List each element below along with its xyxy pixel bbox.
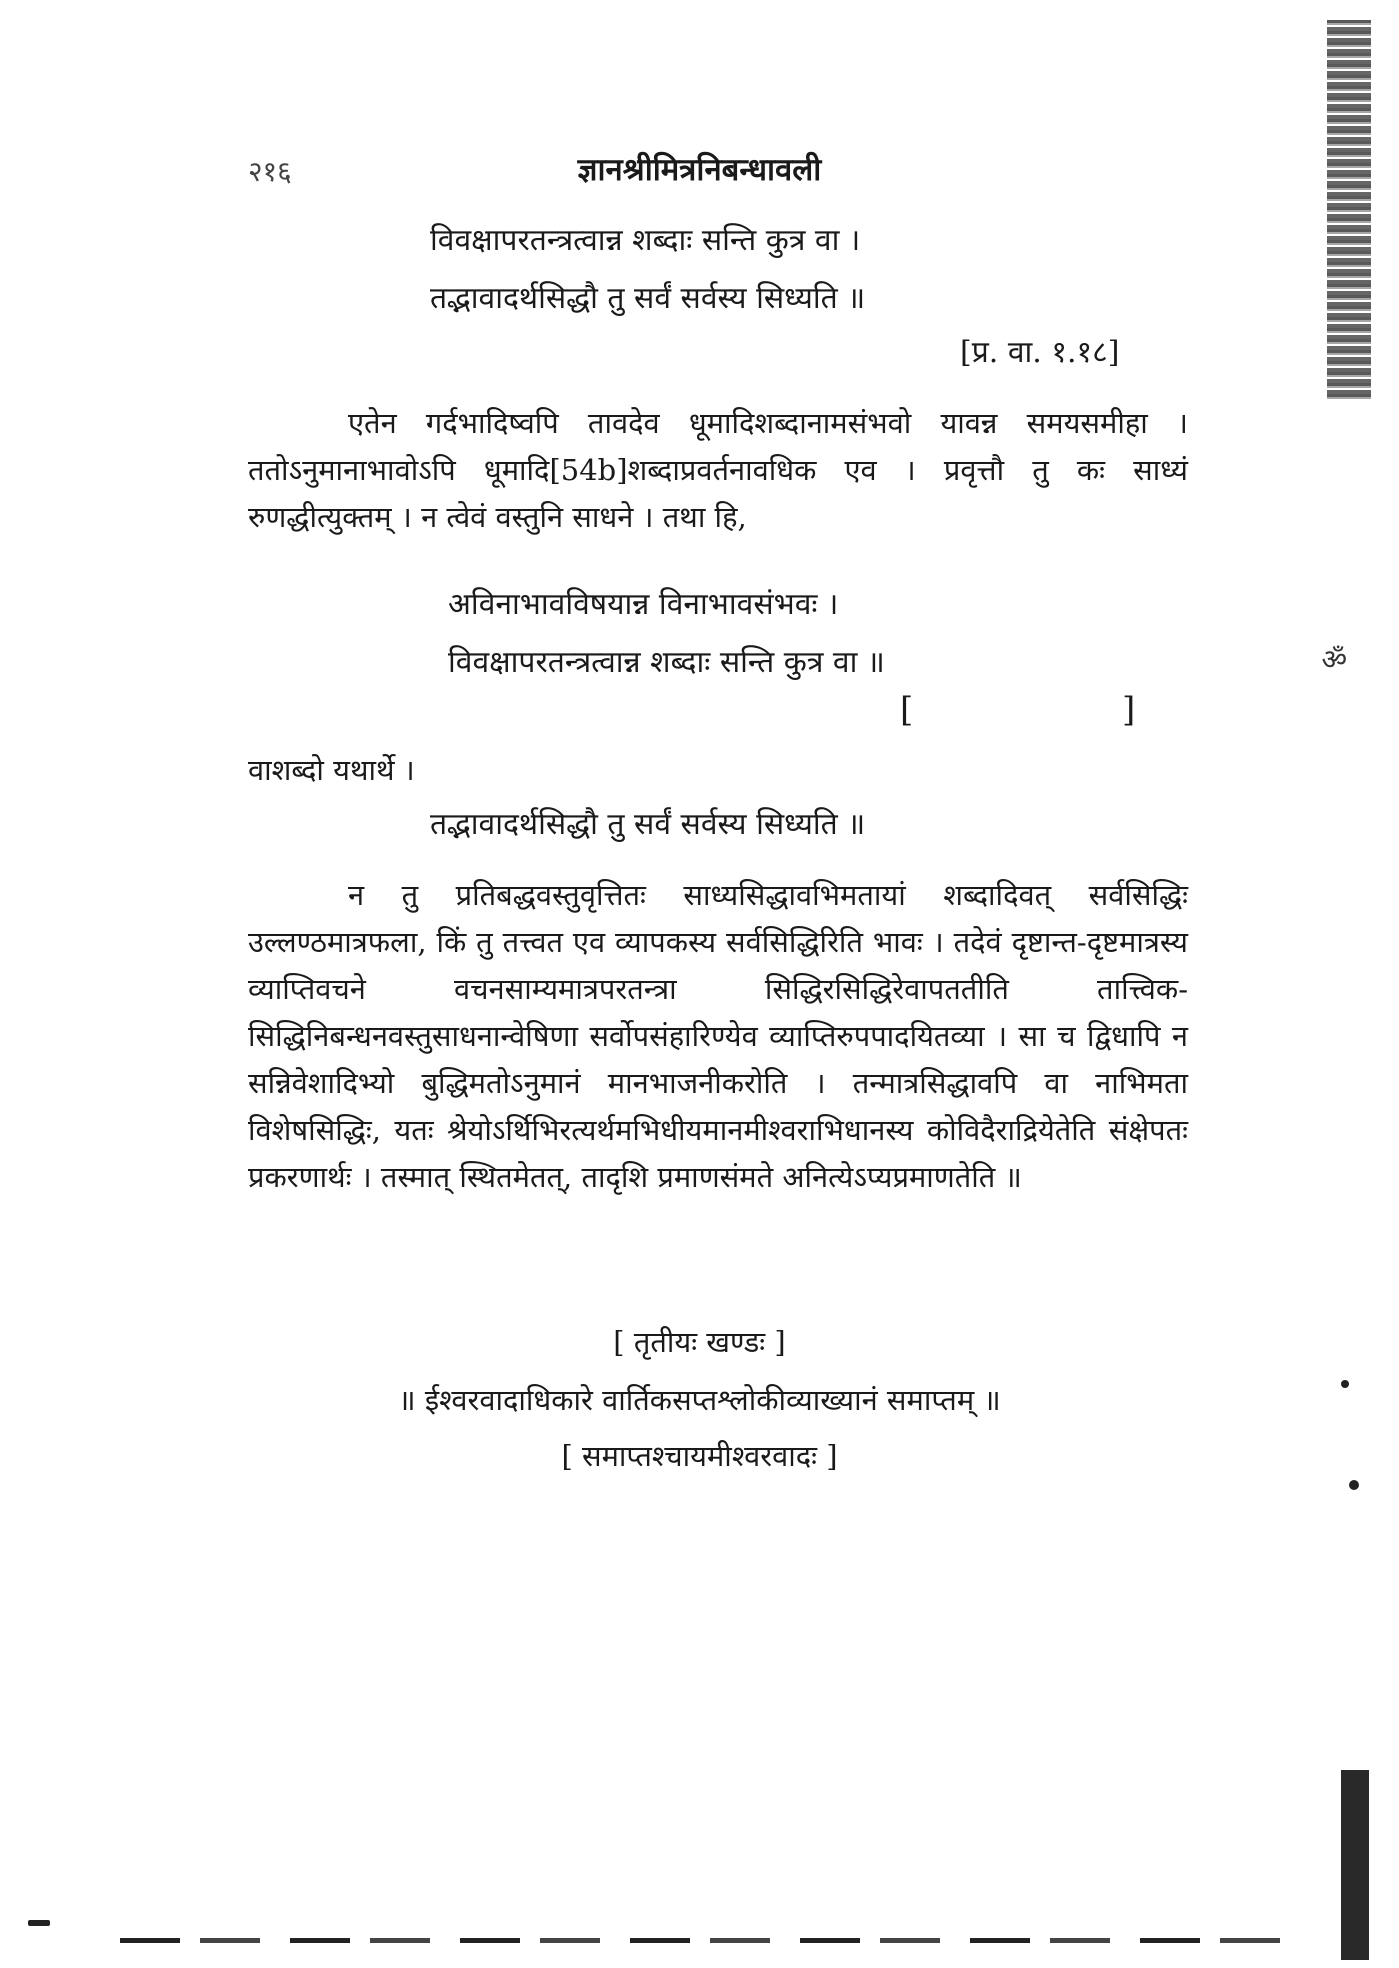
scan-speck — [28, 1920, 50, 1926]
paragraph-1-text: एतेन गर्दभादिष्वपि तावदेव धूमादिशब्दानामसंभवो यावन्न समयसमीहा । ततोऽनुमानाभावोऽपि धूमादि[54b]शब्दाप्रवर्तनावधिक एव । प्रवृत्तौ तु कः साध्यं रुणद्धीत्युक्तम् । न त्वेवं वस्तुनि साधने । तथा हि, — [248, 406, 1188, 534]
scan-edge-top-right — [1327, 20, 1371, 400]
section-marker: [ तृतीयः खण्डः ] — [613, 1325, 786, 1359]
running-title: ज्ञानश्रीमित्रनिबन्धावली — [577, 152, 822, 188]
margin-mark: ॐ — [1321, 643, 1347, 676]
verse2-line1: अविनाभावविषयान्न विनाभावसंभवः । — [448, 587, 839, 622]
verse1-line1: विवक्षापरतन्त्रत्वान्न शब्दाः सन्ति कुत्र वा । — [430, 223, 861, 258]
end-note: [ समाप्तश्चायमीश्वरवादः ] — [561, 1439, 838, 1473]
verse1-line2: तद्भावादर्थसिद्धौ तु सर्वं सर्वस्य सिध्यति ॥ — [430, 281, 866, 316]
scan-bottom-line — [120, 1938, 1280, 1943]
scan-speck — [1341, 1380, 1349, 1388]
colophon: ॥ ईश्वरवादाधिकारे वार्तिकसप्तश्लोकीव्याख्यानं समाप्तम् ॥ — [398, 1383, 1001, 1417]
verse1-reference: [प्र. वा. १.१८] — [960, 335, 1120, 370]
paragraph-1 — [248, 400, 1188, 541]
verse2-reference-close: ] — [1122, 690, 1136, 730]
gloss-line: वाशब्दो यथार्थे । — [248, 753, 415, 787]
scan-edge-bottom-right — [1329, 1770, 1369, 1960]
verse2-line2: विवक्षापरतन्त्रत्वान्न शब्दाः सन्ति कुत्र वा ॥ — [448, 645, 885, 680]
scan-speck — [1349, 1480, 1359, 1490]
paragraph-2 — [248, 872, 1188, 1201]
paragraph-2-text: न तु प्रतिबद्धवस्तुवृत्तितः साध्यसिद्धावभिमतायां शब्दादिवत् सर्वसिद्धिः उल्लण्ठमात्रफला, किं तु तत्त्वत एव व्यापकस्य सर्वसिद्धिरिति भावः । तदेवं दृष्टान्त-दृष्टमात्रस्य व्याप्तिवचने वचनसाम्यमात्रपरतन्त्रा सिद्धिरसिद्धिरेवापततीति तात्त्विक-सिद्धिनिबन्धनवस्तुसाधनान्वेषिणा सर्वोपसंहारिण्येव व्याप्तिरुपपादयितव्या । सा च द्विधापि न सन्निवेशादिभ्यो बुद्धिमतोऽनुमानं मानभाजनीकरोति । तन्मात्रसिद्धावपि वा नाभिमता विशेषसिद्धिः, यतः श्रेयोऽर्थिभिरत्यर्थमभिधीयमानमीश्वराभिधानस्य कोविदैराद्रियेतेति संक्षेपतः प्रकरणार्थः । तस्मात् स्थितमेतत्, तादृशि प्रमाणसंमते अनित्येऽप्यप्रमाणतेति ॥ — [248, 878, 1188, 1194]
verse2-reference-open: [ — [900, 690, 914, 730]
verse3-line: तद्भावादर्थसिद्धौ तु सर्वं सर्वस्य सिध्यति ॥ — [430, 807, 866, 842]
page-number: २१६ — [248, 155, 292, 188]
